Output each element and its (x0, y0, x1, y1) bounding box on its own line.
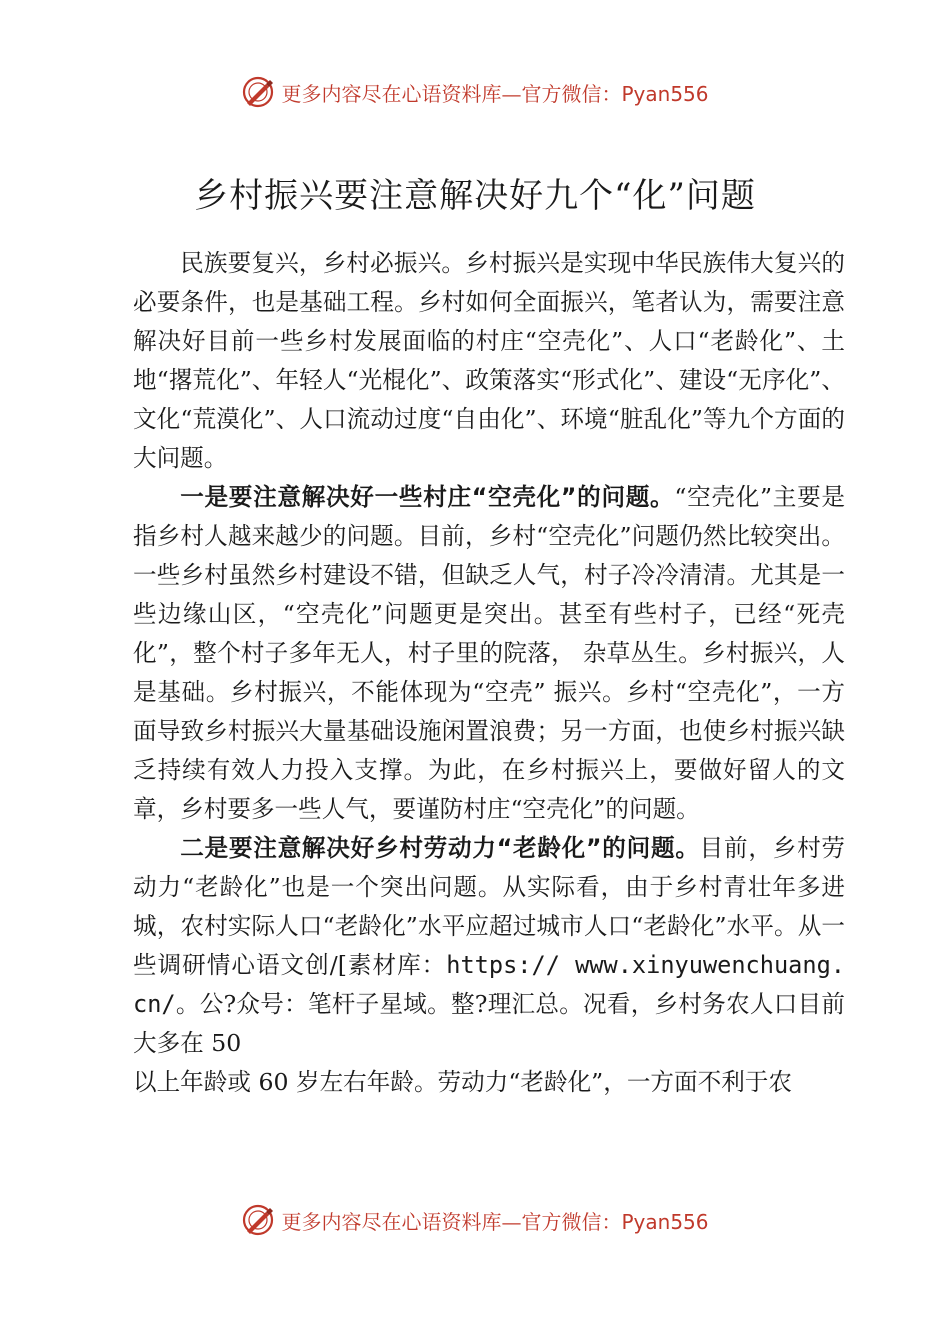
intro-paragraph: 民族要复兴，乡村必振兴。乡村振兴是实现中华民族伟大复兴的必要条件，也是基础工程。乡村如何全面振兴，笔者认为，需要注意解决好目前一些乡村发展面临的村庄“空壳化”、人口“老龄化”、土地“撂荒化”、年轻人“光棍化”、政策落实“形式化”、建设“无序化”、文化“荒漠化”、人口流动过度“自由化”、环境“脏乱化”等九个方面的大问题。 (133, 249, 845, 472)
section-1-body: “空壳化”主要是指乡村人越来越少的问题。目前，乡村“空壳化”问题仍然比较突出。一些乡村虽然乡村建设不错，但缺乏人气，村子冷冷清清。尤其是一些边缘山区，“空壳化”问题更是突出。甚至有些村子，已经“死壳化”，整个村子多年无人，村子里的院落， 杂草丛生。乡村振兴，人是基础。乡村振兴，不能体现为“空壳” 振兴。乡村“空壳化”，一方面导致乡村振兴大量基础设施闲置浪费；另一方面，也使乡村振兴缺乏持续有效人力投入支撑。为此，在乡村振兴上，要做好留人的文章，乡村要多一些人气，要谨防村庄“空壳化”的问题。 (133, 483, 846, 823)
document-title: 乡村振兴要注意解决好九个“化”问题 (194, 176, 756, 216)
wechat-id: Pyan556 (621, 1209, 709, 1234)
banner-text: 更多内容尽在心语资料库—官方微信：Pyan556 (281, 81, 709, 106)
section-1-lead: 一是要注意解决好一些村庄“空壳化”的问题。 (180, 483, 675, 511)
section-2-continuation: 以上年龄或 60 岁左右年龄。劳动力“老龄化”，一方面不利于农 (133, 1068, 792, 1096)
header-banner (0, 72, 950, 112)
section-2-body-b: 。公?众号：笔杆子星域。整?理汇总。况看，乡村务农人口目前大多在 50 (133, 990, 845, 1057)
footer-banner (0, 1200, 950, 1240)
document-body (133, 244, 845, 1102)
section-2-body-a: 目前，乡村劳动力“老龄化”也是一个突出问题。从实际看，由于乡村青壮年多进城，农村实际人口“老龄化”水平应超过城市人口“老龄化”水平。从一些调研情心语文创/[素材库： (133, 834, 846, 979)
seal-pen-logo-icon (241, 1203, 275, 1237)
section-2-paragraph (133, 829, 845, 1063)
seal-pen-logo-icon (241, 75, 275, 109)
section-2-lead: 二是要注意解决好乡村劳动力“老龄化”的问题。 (180, 834, 700, 862)
source-url: https:// www.xinyuwenchuang.cn/ (133, 951, 845, 1018)
banner-text: 更多内容尽在心语资料库—官方微信：Pyan556 (281, 1209, 709, 1234)
wechat-id: Pyan556 (621, 81, 709, 106)
section-1-paragraph (133, 478, 845, 829)
